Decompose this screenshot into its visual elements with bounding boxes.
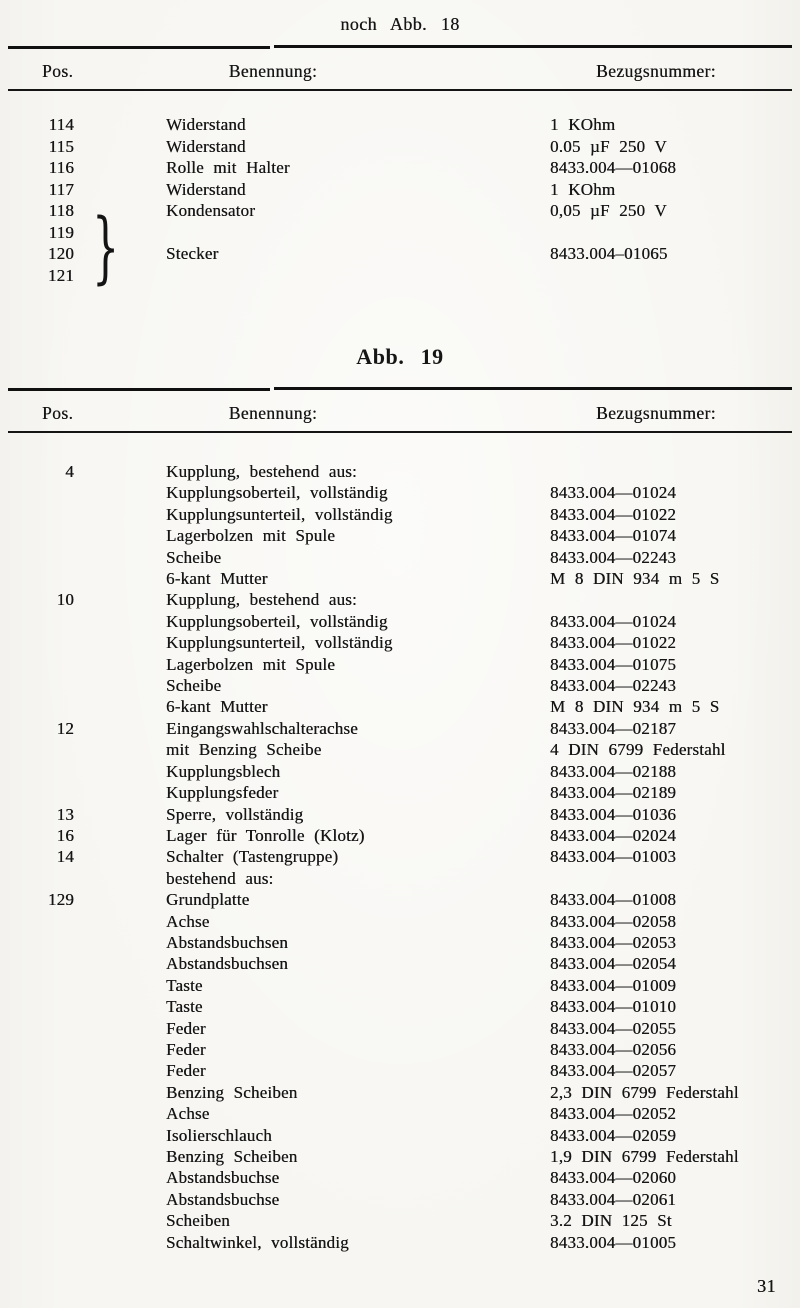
cell-name: 6-kant Mutter <box>166 697 268 717</box>
cell-name: bestehend aus: <box>166 868 274 888</box>
cell-ref <box>550 222 792 244</box>
cell-ref: 8433.004—02059 <box>550 1125 677 1145</box>
cell-name: Abstandsbuchsen <box>166 954 288 974</box>
cell-pos: 116 <box>48 158 74 177</box>
cell-pos <box>8 675 74 696</box>
cell-ref: 8433.004—01074 <box>550 526 677 546</box>
cell-ref: 8433.004—01022 <box>550 504 677 524</box>
cell-ref <box>550 265 792 287</box>
table-body <box>8 91 792 293</box>
cell-name: Kondensator <box>166 201 256 220</box>
table-row <box>8 1125 792 1146</box>
figure-title: Abb. 19 <box>356 344 444 369</box>
cell-pos <box>8 761 74 782</box>
cell-name: Lager für Tonrolle (Klotz) <box>166 825 365 845</box>
table-row <box>8 179 792 201</box>
table-row <box>8 654 792 675</box>
table-row <box>8 157 792 179</box>
cell-ref: 8433.004—02024 <box>550 825 677 845</box>
cell-name: Abstandsbuchsen <box>166 932 288 952</box>
cell-pos: 129 <box>47 890 74 910</box>
cell-ref: 8433.004–01065 <box>550 244 668 263</box>
cell-pos: 114 <box>48 115 74 134</box>
cell-pos <box>8 1210 74 1231</box>
cell-name: Abstandsbuchse <box>166 1189 280 1209</box>
parts-table-abb18 <box>8 45 792 293</box>
cell-name: Schalter (Tastengruppe) <box>166 847 339 867</box>
cell-pos <box>8 547 74 568</box>
table-row <box>8 1167 792 1188</box>
cell-pos <box>8 953 74 974</box>
cell-name <box>74 265 550 287</box>
cell-ref: M 8 DIN 934 m 5 S <box>550 569 720 589</box>
cell-name: Taste <box>166 975 203 995</box>
column-header-ref: Bezugsnummer: <box>596 61 716 81</box>
cell-name: Stecker <box>166 244 219 263</box>
table-row <box>8 996 792 1017</box>
table-row <box>8 1232 792 1253</box>
cell-pos <box>8 1039 74 1060</box>
table-row <box>8 243 792 265</box>
table-row <box>8 525 792 546</box>
cell-name: Scheiben <box>166 1211 230 1231</box>
cell-pos <box>8 696 74 717</box>
cell-name: Feder <box>166 1061 206 1081</box>
table-row <box>8 782 792 803</box>
cell-ref: 8433.004—02052 <box>550 1104 677 1124</box>
cell-ref: 8433.004—02058 <box>550 911 677 931</box>
table-row <box>8 889 792 910</box>
cell-ref: 3.2 DIN 125 St <box>550 1211 672 1231</box>
cell-name: Abstandsbuchse <box>166 1168 280 1188</box>
table-row <box>8 868 792 889</box>
cell-name: Widerstand <box>166 179 246 199</box>
cell-pos <box>8 782 74 803</box>
cell-pos <box>8 504 74 525</box>
cell-name: Scheibe <box>166 676 222 696</box>
cell-pos <box>8 1167 74 1188</box>
cell-pos: 120 <box>47 244 74 263</box>
table-row <box>8 1103 792 1124</box>
cell-ref: 8433.004—02053 <box>550 932 677 952</box>
cell-ref: M 8 DIN 934 m 5 S <box>550 697 720 717</box>
cell-pos <box>8 932 74 953</box>
column-header-pos: Pos. <box>42 403 74 423</box>
cell-ref: 8433.004—02188 <box>550 761 677 781</box>
cell-ref: 1 KOhm <box>550 115 616 134</box>
cell-ref: 8433.004—01036 <box>550 804 677 824</box>
cell-pos <box>8 525 74 546</box>
cell-pos <box>8 1103 74 1124</box>
table-row <box>8 761 792 782</box>
cell-ref <box>550 461 792 482</box>
table-row <box>8 1189 792 1210</box>
cell-name: Achse <box>166 911 210 931</box>
cell-ref: 8433.004—01009 <box>550 975 677 995</box>
table-row <box>8 114 792 136</box>
cell-name: Feder <box>166 1039 206 1059</box>
parts-table-abb19 <box>8 387 792 1253</box>
page-number: 31 <box>757 1276 776 1296</box>
cell-name: Widerstand <box>166 115 246 134</box>
cell-name: Taste <box>166 997 203 1017</box>
cell-name: Scheibe <box>166 547 222 567</box>
cell-pos: 121 <box>47 265 74 285</box>
table-row <box>8 975 792 996</box>
table-row <box>8 825 792 846</box>
table-row <box>8 589 792 610</box>
cell-pos <box>8 1189 74 1210</box>
cell-ref: 8433.004—01005 <box>550 1232 677 1252</box>
table-row <box>8 1018 792 1039</box>
cell-pos <box>8 975 74 996</box>
cell-name: mit Benzing Scheibe <box>166 740 322 760</box>
cell-ref: 8433.004—01010 <box>550 997 677 1017</box>
cell-name: Kupplungsfeder <box>166 783 279 803</box>
page-title-continued: noch Abb. 18 <box>340 14 460 34</box>
cell-ref: 8433.004—01068 <box>550 158 677 177</box>
column-header-name: Benennung: <box>228 403 318 423</box>
cell-ref: 8433.004—01024 <box>550 483 677 503</box>
cell-name: Grundplatte <box>166 890 250 910</box>
cell-pos <box>8 911 74 932</box>
cell-name: Benzing Scheiben <box>166 1082 298 1102</box>
cell-ref: 8433.004—01022 <box>550 633 677 653</box>
cell-name: Kupplungsoberteil, vollständig <box>166 483 388 503</box>
cell-ref: 4 DIN 6799 Federstahl <box>550 740 726 760</box>
cell-pos: 117 <box>48 179 74 199</box>
cell-pos: 115 <box>48 136 74 156</box>
cell-ref: 8433.004—02056 <box>550 1039 677 1059</box>
cell-ref: 1 KOhm <box>550 179 616 199</box>
cell-name: Schaltwinkel, vollständig <box>166 1232 349 1252</box>
cell-pos: 118 <box>48 201 74 220</box>
cell-name: Eingangswahlschalterachse <box>166 718 358 738</box>
table-row <box>8 804 792 825</box>
cell-pos: 13 <box>56 804 74 824</box>
table-body <box>8 433 792 1253</box>
cell-ref: 8433.004—02061 <box>550 1189 677 1209</box>
cell-name: Isolierschlauch <box>166 1125 272 1145</box>
table-row <box>8 568 792 589</box>
cell-name: Kupplungsunterteil, vollständig <box>166 633 393 653</box>
table-row <box>8 200 792 222</box>
cell-name: 6-kant Mutter <box>166 569 268 589</box>
column-header-ref: Bezugsnummer: <box>596 403 716 423</box>
cell-pos <box>8 611 74 632</box>
cell-pos: 16 <box>56 825 74 845</box>
table-row <box>8 265 792 287</box>
cell-pos <box>8 568 74 589</box>
column-header-pos: Pos. <box>42 61 74 81</box>
table-row <box>8 675 792 696</box>
table-row <box>8 911 792 932</box>
table-row <box>8 1039 792 1060</box>
table-row <box>8 222 792 244</box>
cell-pos: 119 <box>48 222 74 242</box>
column-header-name: Benennung: <box>228 61 318 81</box>
cell-pos <box>8 1232 74 1253</box>
cell-name: Kupplungsblech <box>166 761 281 781</box>
table-header-row <box>8 49 792 89</box>
rule-segment <box>274 387 792 390</box>
cell-name <box>74 222 550 244</box>
cell-pos <box>8 739 74 760</box>
cell-name: Kupplungsunterteil, vollständig <box>166 504 393 524</box>
cell-pos: 4 <box>65 462 74 481</box>
cell-ref: 8433.004—01024 <box>550 611 677 631</box>
cell-pos <box>8 654 74 675</box>
table-row <box>8 611 792 632</box>
table-row <box>8 482 792 503</box>
cell-ref: 8433.004—02060 <box>550 1168 677 1188</box>
table-row <box>8 846 792 867</box>
cell-pos: 10 <box>56 590 74 610</box>
cell-pos <box>8 1146 74 1167</box>
grouping-brace: } <box>92 203 120 293</box>
cell-name: Kupplungsoberteil, vollständig <box>166 611 388 631</box>
cell-ref: 8433.004—01008 <box>550 890 677 910</box>
cell-ref: 8433.004—02054 <box>550 954 677 974</box>
rule-segment <box>274 45 792 48</box>
cell-ref <box>550 589 792 610</box>
table-row <box>8 547 792 568</box>
cell-name: Rolle mit Halter <box>166 158 290 177</box>
cell-name: Benzing Scheiben <box>166 1147 298 1166</box>
cell-ref: 8433.004—02189 <box>550 783 677 803</box>
table-row <box>8 1082 792 1103</box>
table-row <box>8 504 792 525</box>
cell-name: Lagerbolzen mit Spule <box>166 526 336 546</box>
table-row <box>8 1210 792 1231</box>
cell-ref: 0.05 µF 250 V <box>550 136 667 156</box>
cell-pos <box>8 1082 74 1103</box>
cell-ref: 8433.004—02243 <box>550 676 677 696</box>
cell-ref: 8433.004—01003 <box>550 847 677 867</box>
cell-name: Widerstand <box>166 136 246 156</box>
cell-pos <box>8 1125 74 1146</box>
cell-ref: 8433.004—01075 <box>550 654 677 674</box>
table-row <box>8 632 792 653</box>
cell-ref: 1,9 DIN 6799 Federstahl <box>550 1147 739 1166</box>
table-header-row <box>8 391 792 431</box>
table-row <box>8 739 792 760</box>
cell-pos <box>8 482 74 503</box>
table-row <box>8 953 792 974</box>
table-row <box>8 718 792 739</box>
cell-pos <box>8 868 74 889</box>
cell-pos <box>8 996 74 1017</box>
cell-name: Feder <box>166 1018 206 1038</box>
table-row <box>8 1060 792 1081</box>
cell-ref: 8433.004—02243 <box>550 547 677 567</box>
cell-name: Lagerbolzen mit Spule <box>166 654 336 674</box>
cell-name: Achse <box>166 1104 210 1124</box>
cell-pos: 14 <box>56 847 74 867</box>
cell-ref: 0,05 µF 250 V <box>550 201 667 220</box>
cell-pos <box>8 632 74 653</box>
table-row <box>8 932 792 953</box>
table-row <box>8 1146 792 1167</box>
cell-ref: 2,3 DIN 6799 Federstahl <box>550 1082 739 1102</box>
cell-ref: 8433.004—02187 <box>550 718 677 738</box>
cell-pos <box>8 1060 74 1081</box>
cell-pos: 12 <box>56 718 74 738</box>
cell-name: Kupplung, bestehend aus: <box>166 462 357 481</box>
cell-ref: 8433.004—02055 <box>550 1018 677 1038</box>
table-row <box>8 461 792 482</box>
cell-ref <box>550 868 792 889</box>
cell-name: Kupplung, bestehend aus: <box>166 590 357 610</box>
table-row <box>8 136 792 158</box>
cell-pos <box>8 1018 74 1039</box>
cell-ref: 8433.004—02057 <box>550 1061 677 1081</box>
table-row <box>8 696 792 717</box>
cell-name: Sperre, vollständig <box>166 804 304 824</box>
